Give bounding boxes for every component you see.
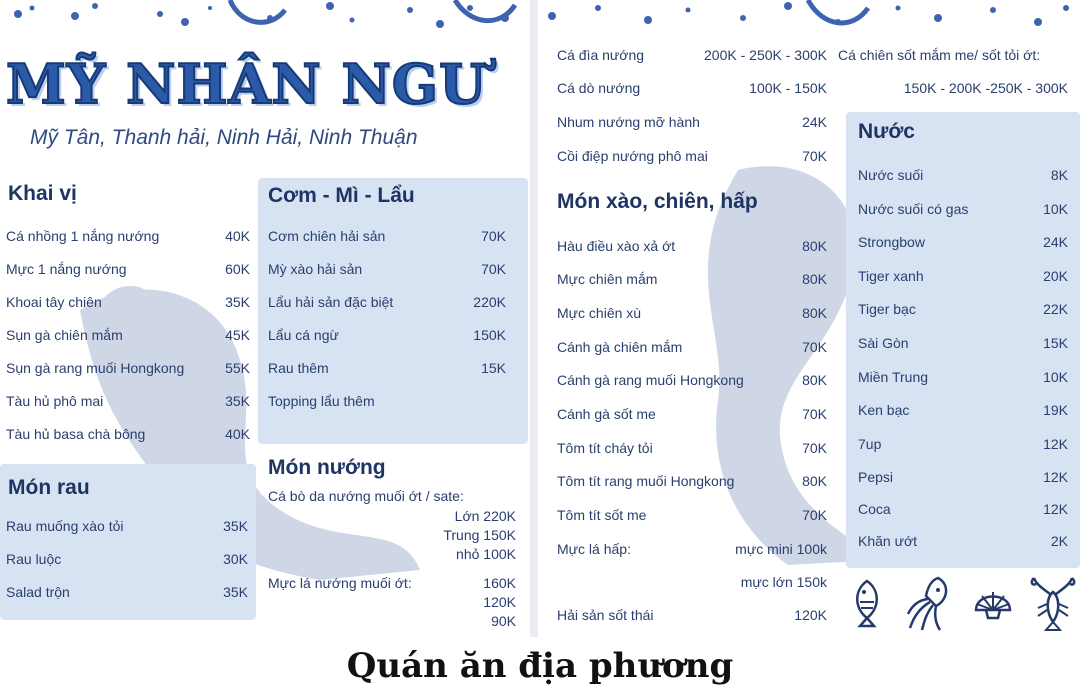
image-caption: Quán ăn địa phương — [346, 646, 734, 686]
decorative-dots — [0, 0, 530, 40]
menu-item-name: Mực lá nướng muối ớt: — [268, 575, 412, 591]
squid-icon — [904, 574, 956, 632]
section-heading-com-mi-lau: Cơm - Mì - Lẩu — [268, 184, 415, 207]
section-heading-mon-rau: Món rau — [8, 476, 90, 499]
page-gutter — [530, 0, 538, 637]
menu-item-name: Cá bò da nướng muối ớt / sate: — [268, 488, 464, 504]
menu-item-price: 120K — [483, 594, 516, 610]
decorative-dots — [538, 0, 1080, 40]
menu-item-price: Trung 150K — [443, 527, 516, 543]
section-heading-mon-nuong: Món nướng — [268, 456, 386, 479]
menu-item-price: 150K - 200K -250K - 300K — [903, 80, 1068, 96]
brand-title: MỸ NHÂN NGƯ — [6, 52, 488, 116]
section-heading-khai-vi: Khai vị — [8, 182, 77, 205]
lobster-icon — [1028, 574, 1078, 632]
fish-icon — [850, 578, 884, 628]
menu-item-name: Cá chiên sốt mắm me/ sốt tỏi ớt: — [838, 47, 1041, 63]
menu-item-price: 160K — [483, 575, 516, 591]
section-heading-nuoc: Nước — [858, 120, 915, 143]
menu-item-price: mực lớn 150k — [740, 574, 827, 590]
section-heading-xao-chien-hap: Món xào, chiên, hấp — [557, 190, 758, 213]
brand-address: Mỹ Tân, Thanh hải, Ninh Hải, Ninh Thuận — [30, 126, 418, 149]
menu-item-price: nhỏ 100K — [456, 546, 516, 562]
shell-icon — [972, 584, 1014, 622]
menu-page-left: MỸ NHÂN NGƯ Mỹ Tân, Thanh hải, Ninh Hải, Ninh Thuận Khai vị Cá nhồng 1 nắng nướng 40K Mực 1 nắng nướng 60K Khoai tây chiên 35K Sụn gà chiên mắm 45K Sụn gà rang muối Hongkong 55K Tàu hủ phô mai 35K Tàu hủ basa chà bông 40K Cơm - Mì - Lẩu Cơm chiên hải sản 70K Mỳ xào hải sản 70K Lẩu hải sản đặc biệt 220K Lẩu cá ngừ 150K Rau thêm 15K Topping lẩu thêm Món rau Rau muống xào tỏi 35K Rau luộc 30K Salad trộn 35K Món nướng Cá bò da nướng muối ớt / sate: Lớn 220K Trung 150K nhỏ 100K Mực lá nướng muối ớt: 160K 120K 90K — [0, 0, 530, 637]
menu-item-price: Lớn 220K — [454, 508, 516, 524]
menu-page-right: Cá đìa nướng 200K - 250K - 300K Cá dò nướng 100K - 150K Nhum nướng mỡ hành 24K Cồi điệp nướng phô mai 70K Cá chiên sốt mắm me/ sốt tỏi ớt: 150K - 200K -250K - 300K Món xào, chiên, hấp Hàu điều xào xả ớt 80K Mực chiên mắm 80K Mực chiên xù 80K Cánh gà chiên mắm 70K Cánh gà rang muối Hongkong 80K Cánh gà sốt me 70K Tôm tít cháy tỏi 70K Tôm tít rang muối Hongkong 80K Tôm tít sốt me 70K Mực lá hấp: mực mini 100k mực lớn 150k Hải sản sốt thái 120K Nước Nước suối 8K Nước suối có gas 10K Strongbow 24K Tiger xanh 20K Tiger bạc 22K Sài Gòn 15K Miền Trung 10K Ken bạc 19K 7up 12K Pepsi 12K Coca 12K Khăn ướt 2K — [538, 0, 1080, 637]
menu-item-price: 90K — [491, 613, 516, 629]
